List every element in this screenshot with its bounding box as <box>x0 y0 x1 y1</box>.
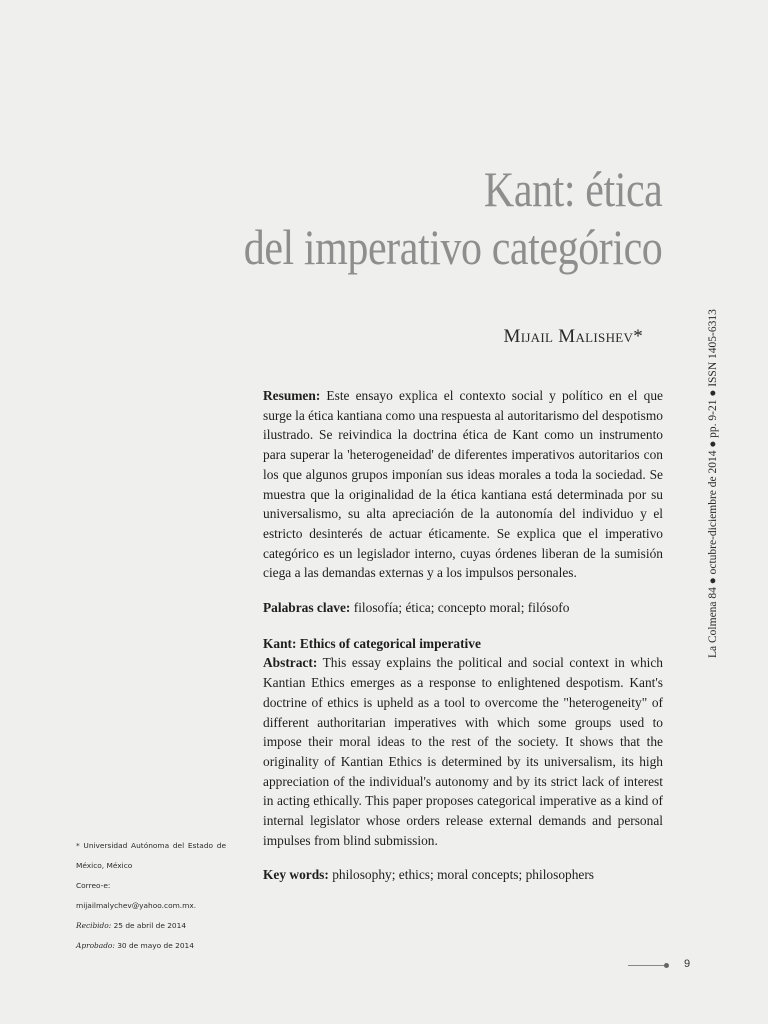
abstract-paragraph <box>263 653 663 850</box>
journal-running-header: La Colmena 84 ● octubre-diciembre de 2014 ● pp. 9-21 ● ISSN 1405-6313 <box>707 309 719 658</box>
resumen-paragraph <box>263 386 663 583</box>
author-name: Mijail Malishev* <box>503 326 643 347</box>
page-number: 9 <box>684 958 691 970</box>
approved-date <box>76 936 226 956</box>
received-label: Recibido: <box>76 921 112 930</box>
resumen-text: Este ensayo explica el contexto social y político en el que surge la ética kantiana como una respuesta al autoritarismo del despotismo ilustrado. Se reivindica la doctrina ética de Kant como un instrumento para superar la 'heterogeneidad' de diferentes imperativos autoritarios con los que algunos grupos imponían sus ideas morales a toda la sociedad. Se muestra que la originalidad de la ética kantiana está determinada por su universalismo, su alta apreciación de la autonomía del individuo y el estricto desinterés de actuar éticamente. Se explica que el imperativo categórico es un legislador interno, cuyas órdenes liberan de la sumisión ciega a las demandas externas y a los impulsos personales. <box>263 388 663 581</box>
approved-value: 30 de mayo de 2014 <box>114 941 194 950</box>
page-number-dot <box>664 963 669 968</box>
abstract-text: This essay explains the political and social context in which Kantian Ethics emerges as a response to enlightened despotism. Kant's doctrine of ethics is upheld as a tool to overcome the "heterogeneity" of different authoritarian imperatives with which some groups used to impose their moral ideas to the rest of the society. It shows that the originality of Kantian Ethics is determined by its universalism, its high appreciation of the individual's autonomy and by its strict lack of interest in acting ethically. This paper proposes categorical imperative as a kind of internal legislator whose orders release external demands and personal impulses from blind submission. <box>263 655 663 848</box>
author-email: Correo-e: mijailmalychev@yahoo.com.mx. <box>76 881 197 910</box>
abstract-section <box>263 386 663 885</box>
received-date <box>76 916 226 936</box>
key-words-label: Key words: <box>263 867 329 883</box>
author-footnote <box>76 836 226 956</box>
palabras-clave-paragraph <box>263 598 663 618</box>
key-words-paragraph <box>263 865 663 885</box>
affiliation-line-2: México, México <box>76 861 133 870</box>
received-value: 25 de abril de 2014 <box>111 921 187 930</box>
resumen-label: Resumen: <box>263 388 321 403</box>
article-title <box>243 160 662 276</box>
english-title: Kant: Ethics of categorical imperative <box>263 635 481 651</box>
abstract-label: Abstract: <box>263 655 318 671</box>
title-line-1: Kant: ética <box>483 161 662 217</box>
key-words-text: philosophy; ethics; moral concepts; philosophers <box>328 867 595 883</box>
page-number-rule <box>628 965 668 966</box>
palabras-clave-text: filosofía; ética; concepto moral; filósofo <box>350 600 570 616</box>
title-line-2: del imperativo categórico <box>243 219 662 275</box>
palabras-clave-label: Palabras clave: <box>263 600 351 616</box>
approved-label: Aprobado: <box>76 941 115 950</box>
affiliation-line-1: * Universidad Autónoma del Estado de <box>76 841 226 850</box>
